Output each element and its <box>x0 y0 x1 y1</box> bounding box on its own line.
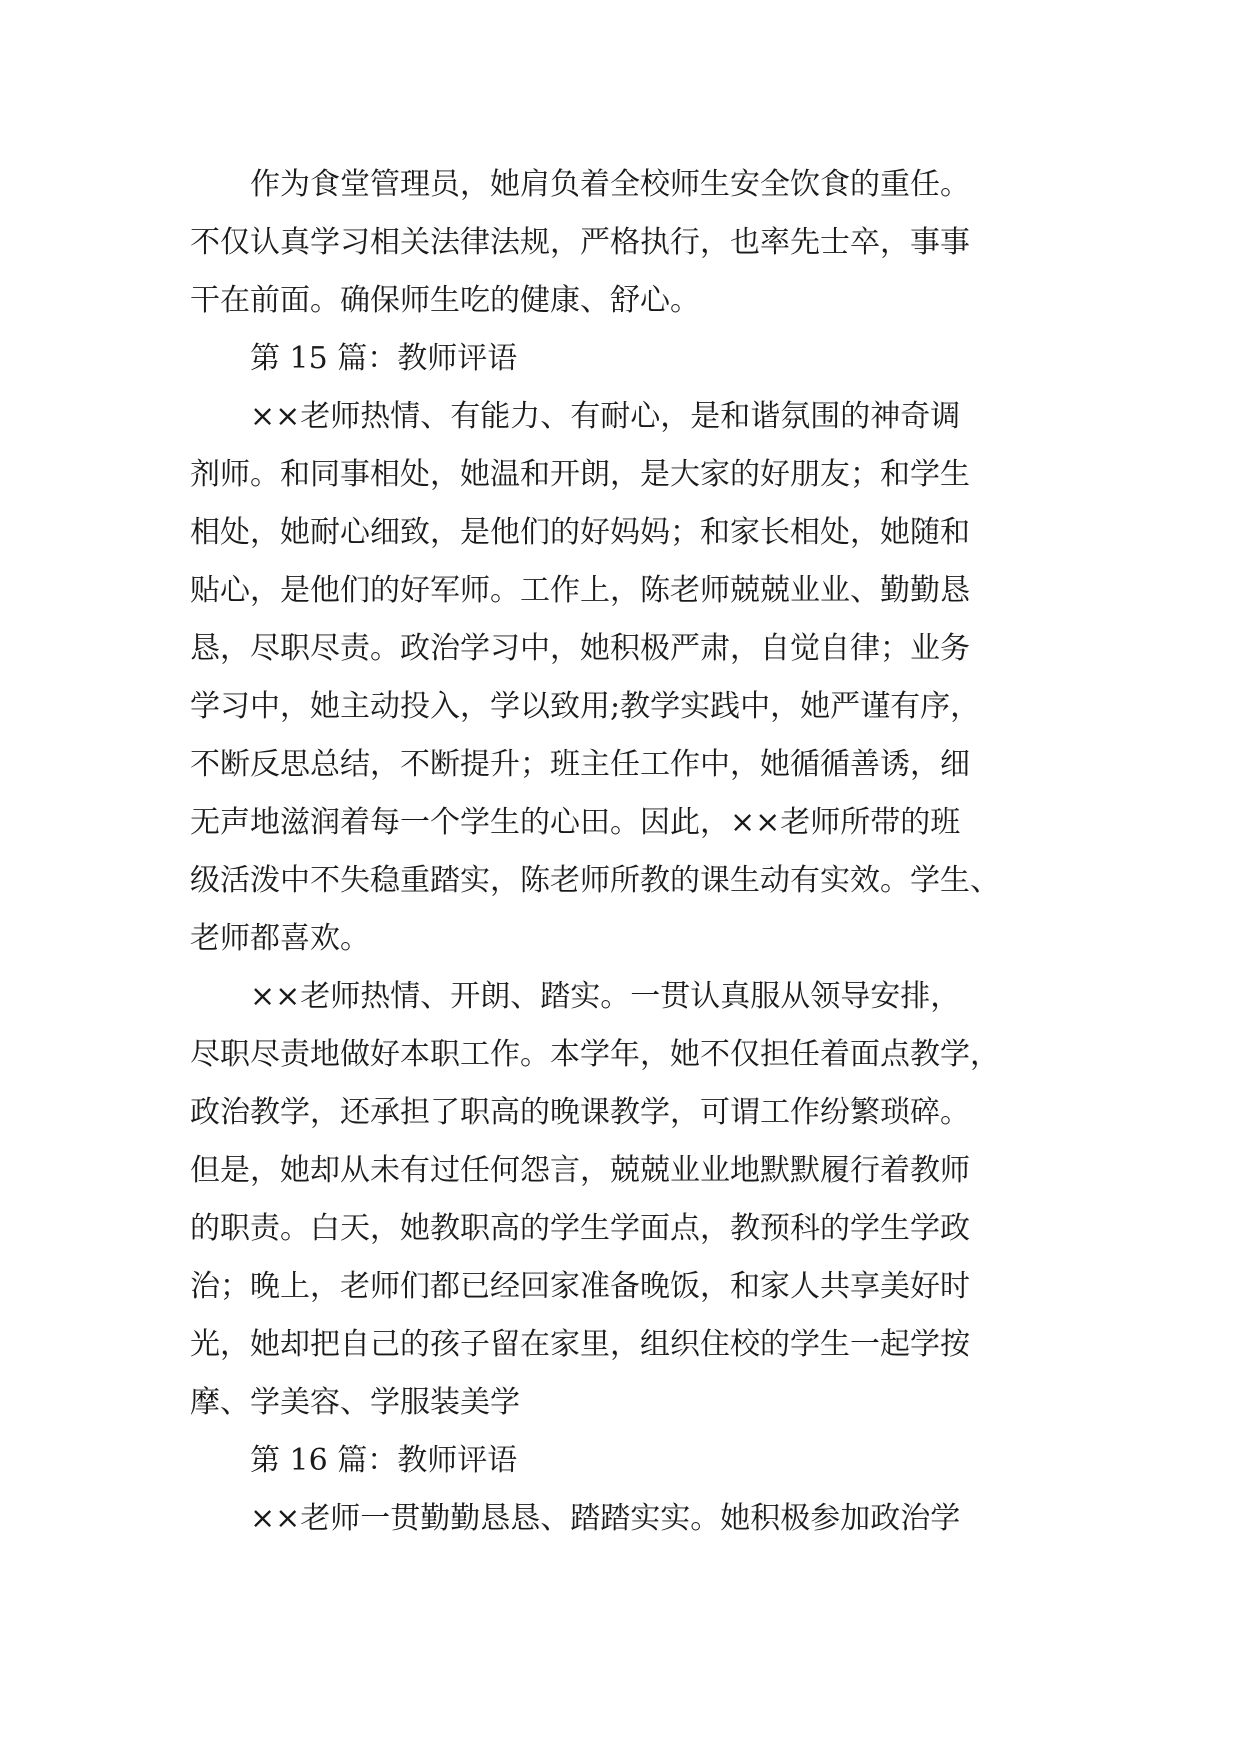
text-line: 的职责。白天，她教职高的学生学面点，教预科的学生学政 <box>190 1211 970 1246</box>
text-line: 干在前面。确保师生吃的健康、舒心。 <box>190 283 700 318</box>
text-line: 摩、学美容、学服装美学 <box>190 1385 520 1420</box>
section-heading: 第 15 篇：教师评语 <box>190 341 518 376</box>
text-line: 作为食堂管理员，她肩负着全校师生安全饮食的重任。 <box>190 167 970 202</box>
text-line: 贴心，是他们的好军师。工作上，陈老师兢兢业业、勤勤恳 <box>190 573 970 608</box>
text-line: 光，她却把自己的孩子留在家里，组织住校的学生一起学按 <box>190 1327 970 1362</box>
text-line: 学习中，她主动投入，学以致用;教学实践中，她严谨有序， <box>190 689 981 724</box>
text-line: 但是，她却从未有过任何怨言，兢兢业业地默默履行着教师 <box>190 1153 970 1188</box>
text-line: 恳，尽职尽责。政治学习中，她积极严肃，自觉自律；业务 <box>190 631 970 666</box>
text-line: 不断反思总结，不断提升；班主任工作中，她循循善诱，细 <box>190 747 970 782</box>
section-heading: 第 16 篇：教师评语 <box>190 1443 518 1478</box>
text-line: 级活泼中不失稳重踏实，陈老师所教的课生动有实效。学生、 <box>190 863 1000 898</box>
text-line: ××老师热情、开朗、踏实。一贯认真服从领导安排， <box>190 979 961 1014</box>
text-line: 相处，她耐心细致，是他们的好妈妈；和家长相处，她随和 <box>190 515 970 550</box>
text-line: 尽职尽责地做好本职工作。本学年，她不仅担任着面点教学， <box>190 1037 1000 1072</box>
text-line: 无声地滋润着每一个学生的心田。因此，××老师所带的班 <box>190 805 961 840</box>
text-line: 治；晚上，老师们都已经回家准备晚饭，和家人共享美好时 <box>190 1269 970 1304</box>
text-line: 不仅认真学习相关法律法规，严格执行，也率先士卒，事事 <box>190 225 970 260</box>
text-line: 老师都喜欢。 <box>190 921 370 956</box>
text-line: 政治教学，还承担了职高的晚课教学，可谓工作纷繁琐碎。 <box>190 1095 970 1130</box>
text-line: 剂师。和同事相处，她温和开朗，是大家的好朋友；和学生 <box>190 457 970 492</box>
text-line: ××老师一贯勤勤恳恳、踏踏实实。她积极参加政治学 <box>190 1501 961 1536</box>
text-line: ××老师热情、有能力、有耐心，是和谐氛围的神奇调 <box>190 399 961 434</box>
